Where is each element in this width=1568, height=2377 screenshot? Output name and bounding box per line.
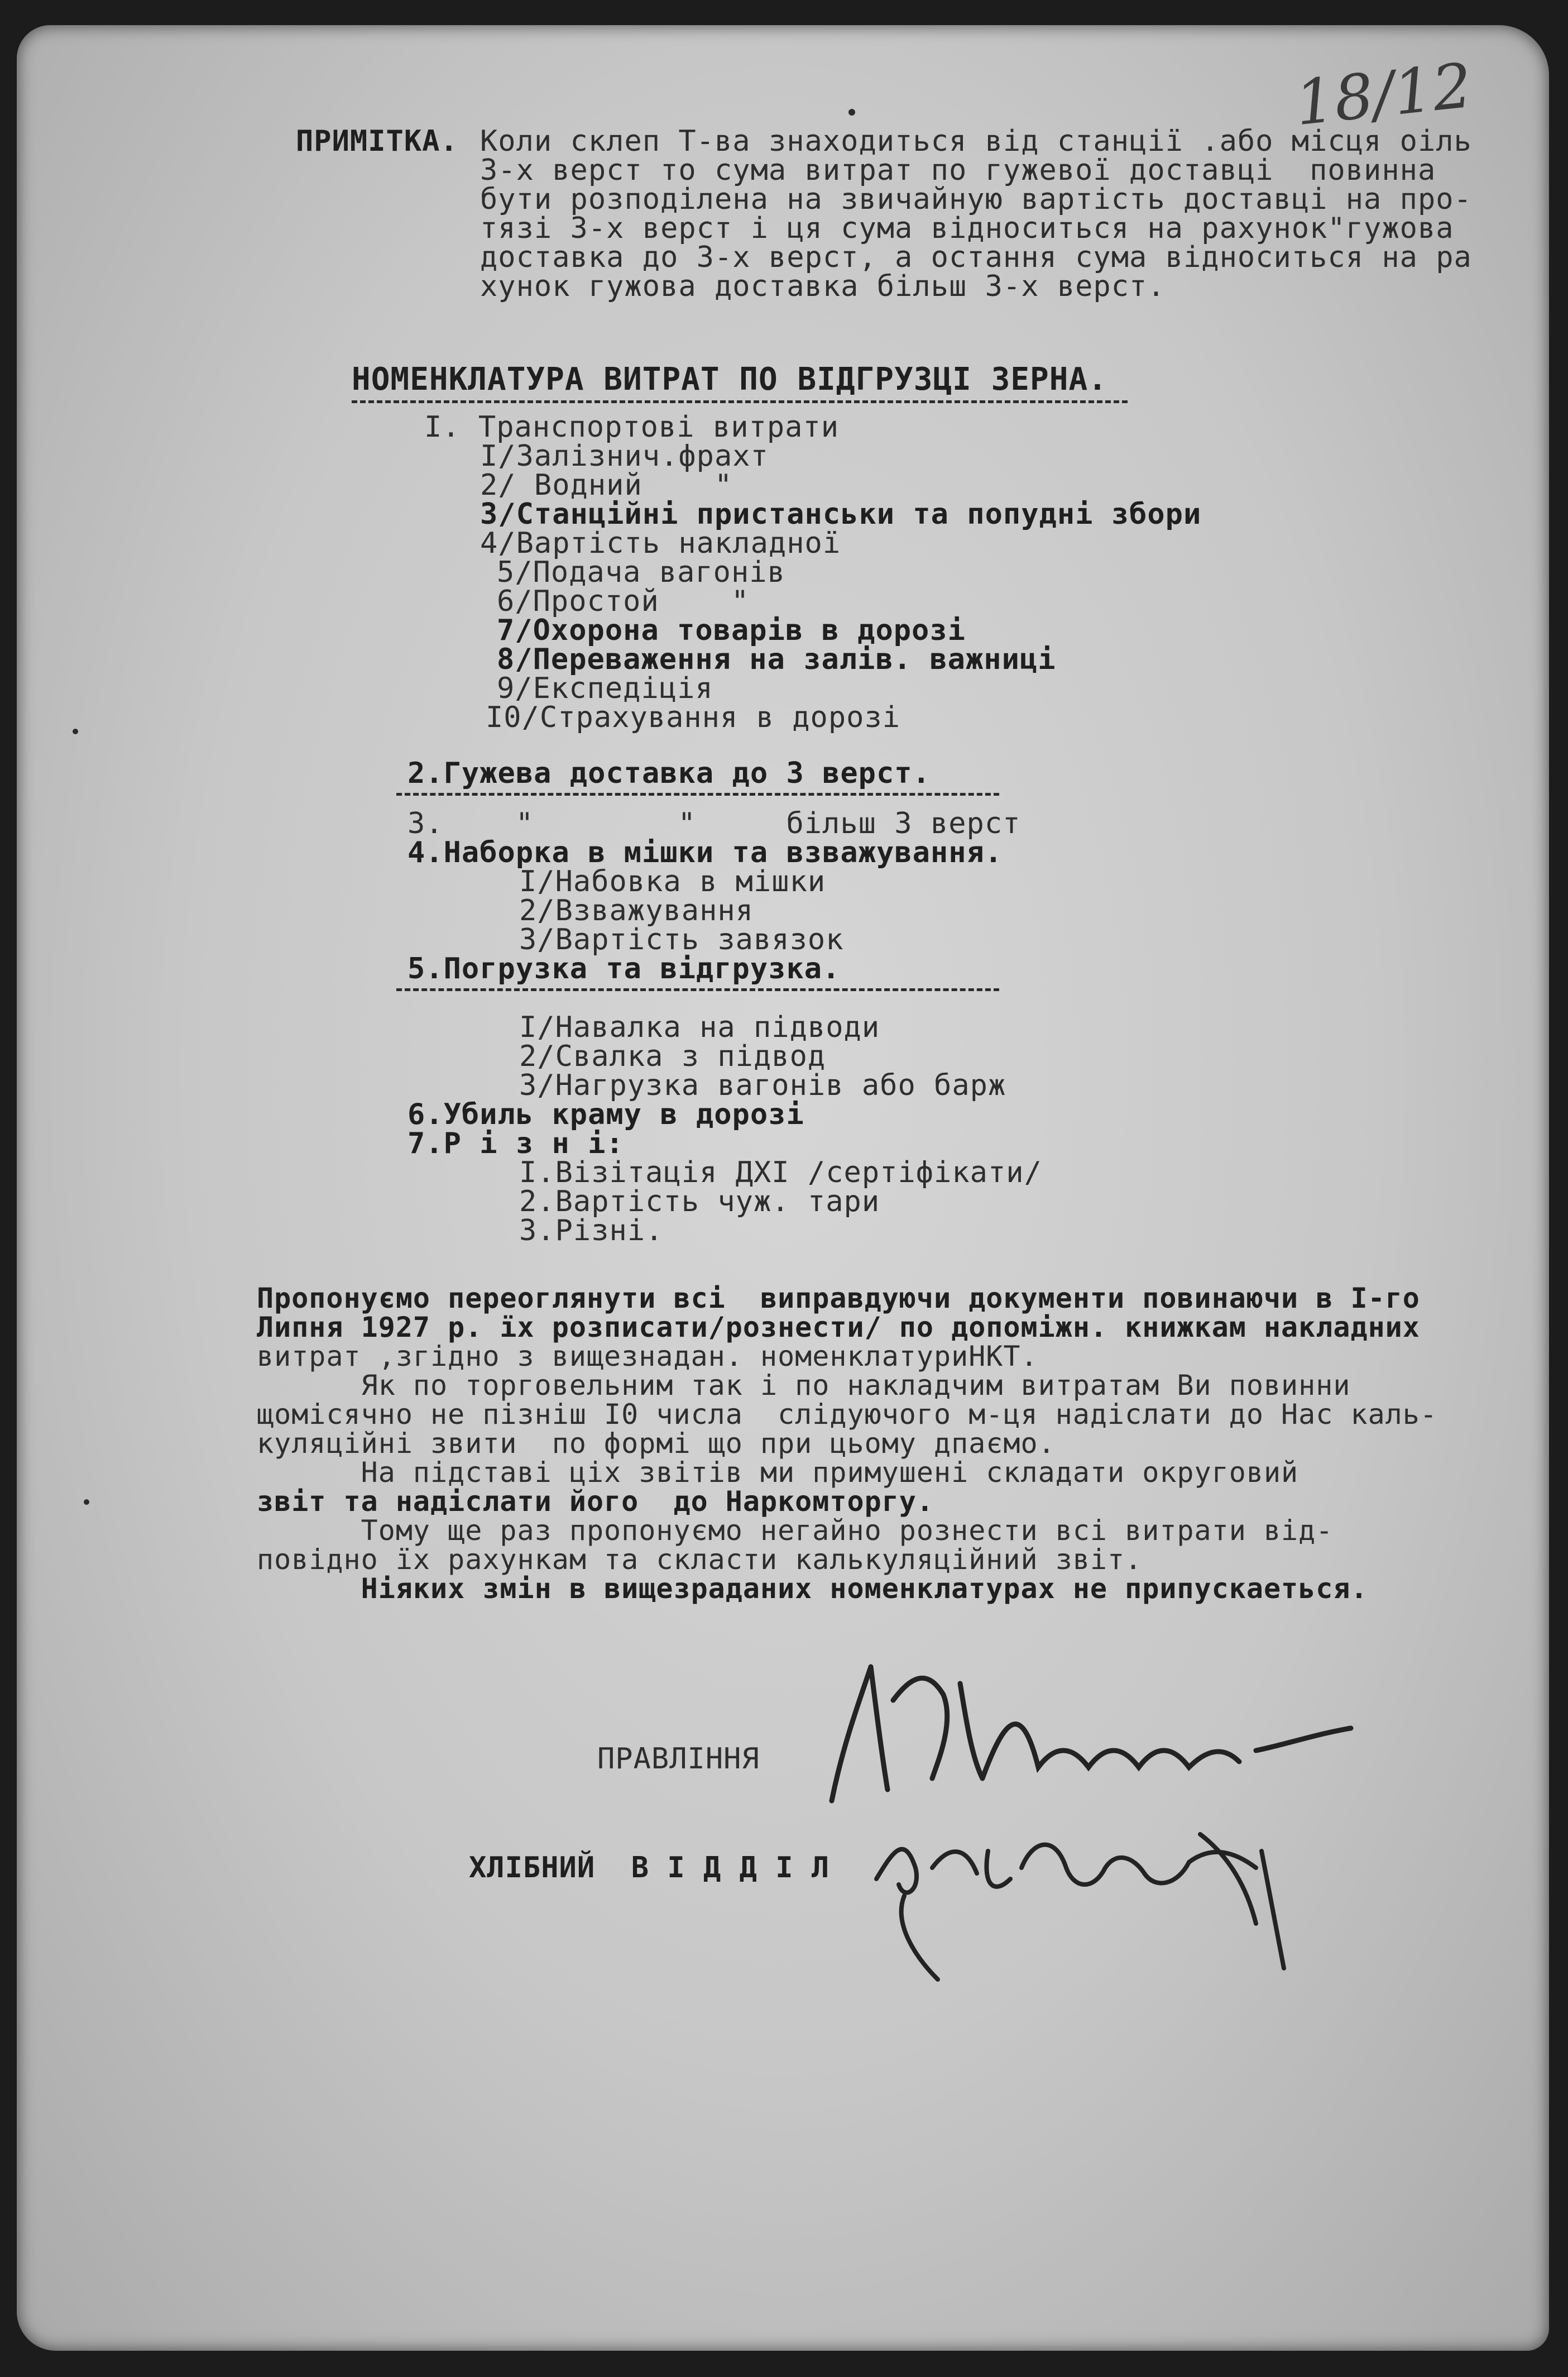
section1-item: 7/Охорона товарів в дорозі xyxy=(497,614,966,647)
note-label: ПРИМІТКА. xyxy=(296,125,458,158)
nomenclature-title: НОМЕНКЛАТУРА ВИТРАТ ПО ВІДГРУЗЦІ ЗЕРНА. xyxy=(352,361,1107,398)
section1-item: 4/Вартість накладної xyxy=(480,527,841,560)
section5-heading: 5.Погрузка та відгрузка. xyxy=(407,952,841,986)
section6: 6.Убиль краму в дорозі xyxy=(407,1098,804,1131)
section1-item: 9/Експедіція xyxy=(497,672,713,705)
body-line: Пропонуємо переоглянути всі виправдуючи документи повинаючи в I-го xyxy=(257,1282,1420,1314)
note-line: хунок гужова доставка більш 3-х верст. xyxy=(480,270,1166,303)
body-line: звіт та надіслати його до Наркомторгу. xyxy=(257,1485,934,1518)
body-line: Ніяких змін в вищезраданих номенклатурах не припускаеться. xyxy=(257,1572,1368,1605)
section5-item: 2/Свалка з підвод xyxy=(519,1040,826,1073)
section3: 3. " " більш 3 верст xyxy=(407,807,1021,840)
section7-item: 3.Різні. xyxy=(519,1214,664,1247)
section7-item: I.Візітація ДХІ /сертіфікати/ xyxy=(519,1156,1042,1189)
department-signature xyxy=(854,1801,1356,1985)
section1-item: 8/Переваження на залів. важниці xyxy=(497,643,1056,676)
section5-item: I/Навалка на підводи xyxy=(519,1011,880,1044)
section5-item: 3/Нагрузка вагонів або барж xyxy=(519,1069,1006,1102)
section7-heading: 7.Р і з н і: xyxy=(407,1127,624,1160)
section1-item: 2/ Водний " xyxy=(480,468,733,502)
document-page xyxy=(17,25,1549,2351)
body-line: витрат ,згідно з вищезнадан. номенклатуриНКТ. xyxy=(257,1340,1038,1372)
board-label: ПРАВЛІННЯ xyxy=(597,1742,760,1776)
grain-dept-label: ХЛІБНИЙ В І Д Д І Л xyxy=(469,1851,830,1885)
body-line: куляційні звити по формі що при цьому дпаємо. xyxy=(257,1427,1056,1460)
body-line: повідно їх рахункам та скласти калькуляційний звіт. xyxy=(257,1543,1143,1576)
note-line: доставка до 3-х верст, а остання сума відноситься на ра xyxy=(480,241,1472,274)
ink-speck xyxy=(84,1499,89,1505)
body-line: Тому ще раз пропонуємо негайно рознести всі витрати від- xyxy=(257,1514,1334,1547)
folio-number: 18/12 xyxy=(1292,49,1475,140)
body-line: щомісячно не пізніш I0 числа слідуючого м-ця надіслати до Нас каль- xyxy=(257,1398,1437,1431)
body-line: Як по торговельним так і по накладчим витратам Ви повинни xyxy=(257,1369,1351,1402)
section1-item: I0/Страхування в дорозі xyxy=(486,701,901,734)
note-line: бути розподілена на звичайную вартість доставці на про- xyxy=(480,183,1472,216)
ink-speck xyxy=(848,109,855,116)
section2-underline xyxy=(396,793,999,796)
section1-heading: I. Транспортові витрати xyxy=(424,410,840,444)
section7-item: 2.Вартість чуж. тари xyxy=(519,1185,880,1218)
section1-item: I/Залізнич.фрахт xyxy=(480,439,769,473)
note-line: тязі 3-х верст і ця сума відноситься на рахунок"гужова xyxy=(480,212,1454,245)
section1-item: 6/Простой " xyxy=(497,585,750,618)
body-line: На підставі ціх звітів ми примушені складати округовий xyxy=(257,1456,1299,1489)
title-underline xyxy=(352,400,1128,403)
section5-underline xyxy=(396,988,999,991)
section2: 2.Гужева доставка до 3 верст. xyxy=(407,757,931,790)
ink-speck xyxy=(73,729,78,734)
section4-heading: 4.Наборка в мішки та взважування. xyxy=(407,836,1003,869)
note-line: 3-х верст то сума витрат по гужевої доставці повинна xyxy=(480,154,1436,187)
section1-item: 5/Подача вагонів xyxy=(497,556,785,589)
body-line: Липня 1927 р. їх розписати/рознести/ по допоміжн. книжкам накладних xyxy=(257,1311,1420,1343)
section4-item: 2/Взважування xyxy=(519,894,754,927)
note-line: Коли склеп Т-ва знаходиться від станції .або місця оіль xyxy=(480,125,1472,158)
section1-item: 3/Станційні пристанськи та попудні збори xyxy=(480,498,1202,531)
section4-item: I/Набовка в мішки xyxy=(519,865,826,898)
section4-item: 3/Вартість завязок xyxy=(519,923,844,956)
